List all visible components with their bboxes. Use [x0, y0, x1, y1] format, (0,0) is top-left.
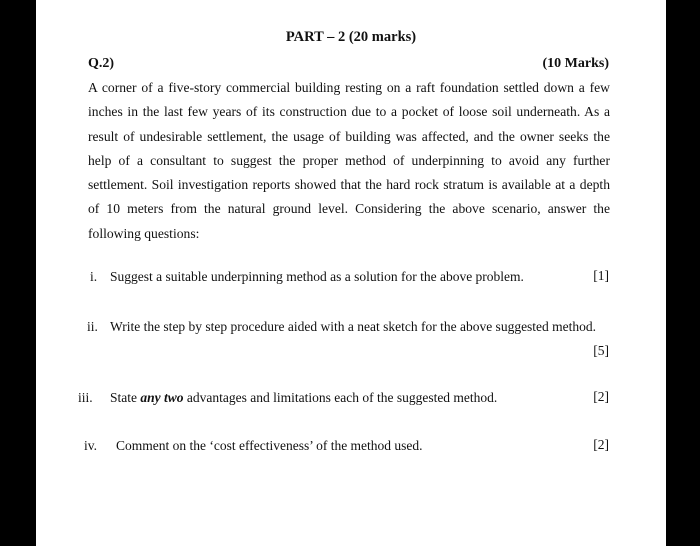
subquestion-text: Write the step by step procedure aided with a neat sketch for the above suggested method.	[110, 319, 597, 334]
subquestion-i-marks: [1]	[593, 268, 609, 283]
subquestion-ii-marks: [5]	[593, 343, 609, 358]
subquestion-text-start: State	[110, 390, 137, 405]
question-paragraph: A corner of a five-story commercial building resting on a raft foundation settled down a few inches in the last few years of its construction due to a pocket of loose soil underneath. As a result of undesirable settlement, the usage of building was affected, and the owner seeks the help of a consultant to suggest the proper method of underpinning to avoid any further settlement. Soil investigation reports showed that the hard rock stratum is available at a depth of 10 meters from the natural ground level. Considering the above scenario, answer the following questions:	[88, 80, 610, 241]
subquestion-number: iv.	[84, 438, 97, 453]
exam-page	[36, 0, 666, 546]
subquestion-iii-marks: [2]	[593, 389, 609, 404]
subquestion-text: Suggest a suitable underpinning method as a solution for the above problem.	[110, 269, 524, 284]
subquestion-number: iii.	[78, 390, 93, 405]
subquestion-text-end: advantages and limitations each of the suggested method.	[186, 390, 498, 405]
part-title: PART – 2 (20 marks)	[285, 29, 417, 45]
subquestion-text: Comment on the ‘cost effectiveness’ of the method used.	[116, 438, 423, 453]
subquestion-number: ii.	[87, 319, 98, 334]
question-marks: (10 Marks)	[542, 56, 609, 71]
subquestion-iv-marks: [2]	[593, 437, 609, 452]
subquestion-number: i.	[90, 269, 98, 284]
question-label: Q.2)	[88, 56, 115, 71]
emphasis-any-two: any two	[140, 390, 184, 405]
